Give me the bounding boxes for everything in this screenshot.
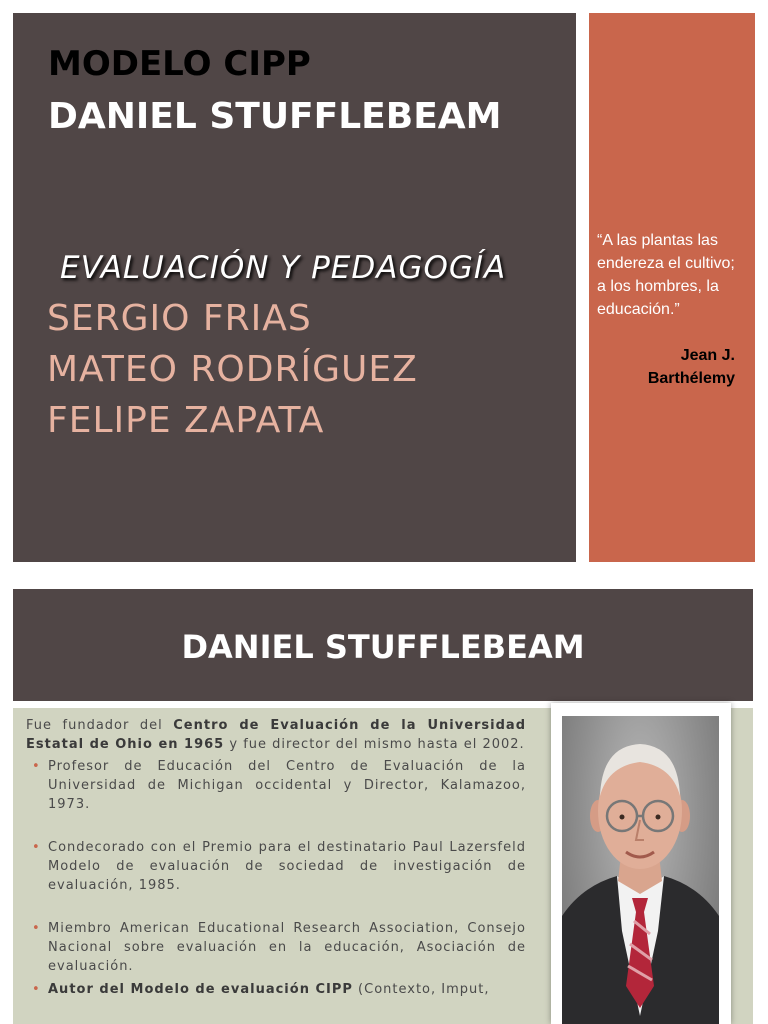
bio-bullet-2 [26, 838, 526, 895]
quote-author: Jean J. Barthélemy [647, 347, 735, 387]
bio-intro-pre: Fue fundador del [26, 718, 174, 733]
bio-bullet-1 [26, 757, 526, 814]
author-name-1: SERGIO FRIAS [47, 298, 312, 339]
bio-bullet-4-text: (Contexto, Imput, [352, 982, 490, 997]
bio-bullet-4 [26, 980, 526, 999]
slide-title-author: DANIEL STUFFLEBEAM [48, 96, 502, 137]
author-name-2: MATEO RODRÍGUEZ [47, 349, 418, 390]
bio-slide-title: DANIEL STUFFLEBEAM [181, 628, 585, 666]
bullet-dot-icon: • [32, 759, 41, 774]
bio-bullet-3 [26, 919, 526, 976]
portrait-photo-icon [562, 716, 719, 1024]
bio-text-column [26, 716, 526, 999]
bio-bullet-4-bold: Autor del Modelo de evaluación CIPP [48, 982, 353, 997]
bio-intro-post: y fue director del mismo hasta el 2002. [224, 737, 525, 752]
bio-bullet-1-text: Profesor de Educación del Centro de Evaluación de la Universidad de Michigan occidental y Director, Kalamazoo, 1973. [48, 759, 526, 812]
slide-title-model: MODELO CIPP [48, 44, 311, 84]
bullet-dot-icon: • [32, 840, 41, 855]
bio-bullet-3-text: Miembro American Educational Research Association, Consejo Nacional sobre evaluación en la educación, Asociación de evaluación. [48, 921, 526, 974]
slide-subtitle: EVALUACIÓN Y PEDAGOGÍA [60, 250, 507, 286]
bio-bullet-2-text: Condecorado con el Premio para el destinatario Paul Lazersfeld Modelo de evaluación de sociedad de investigación de evaluación, 1985. [48, 840, 526, 893]
bio-intro-bold: Centro de Evaluación de la Universidad Estatal de Ohio en 1965 [26, 718, 526, 752]
portrait-photo [562, 716, 719, 1024]
bio-intro [26, 716, 526, 754]
quote-text: “A las plantas las endereza el cultivo; a los hombres, la educación.” [597, 232, 735, 318]
author-name-3: FELIPE ZAPATA [47, 400, 325, 441]
bullet-dot-icon: • [32, 982, 41, 997]
bullet-dot-icon: • [32, 921, 41, 936]
